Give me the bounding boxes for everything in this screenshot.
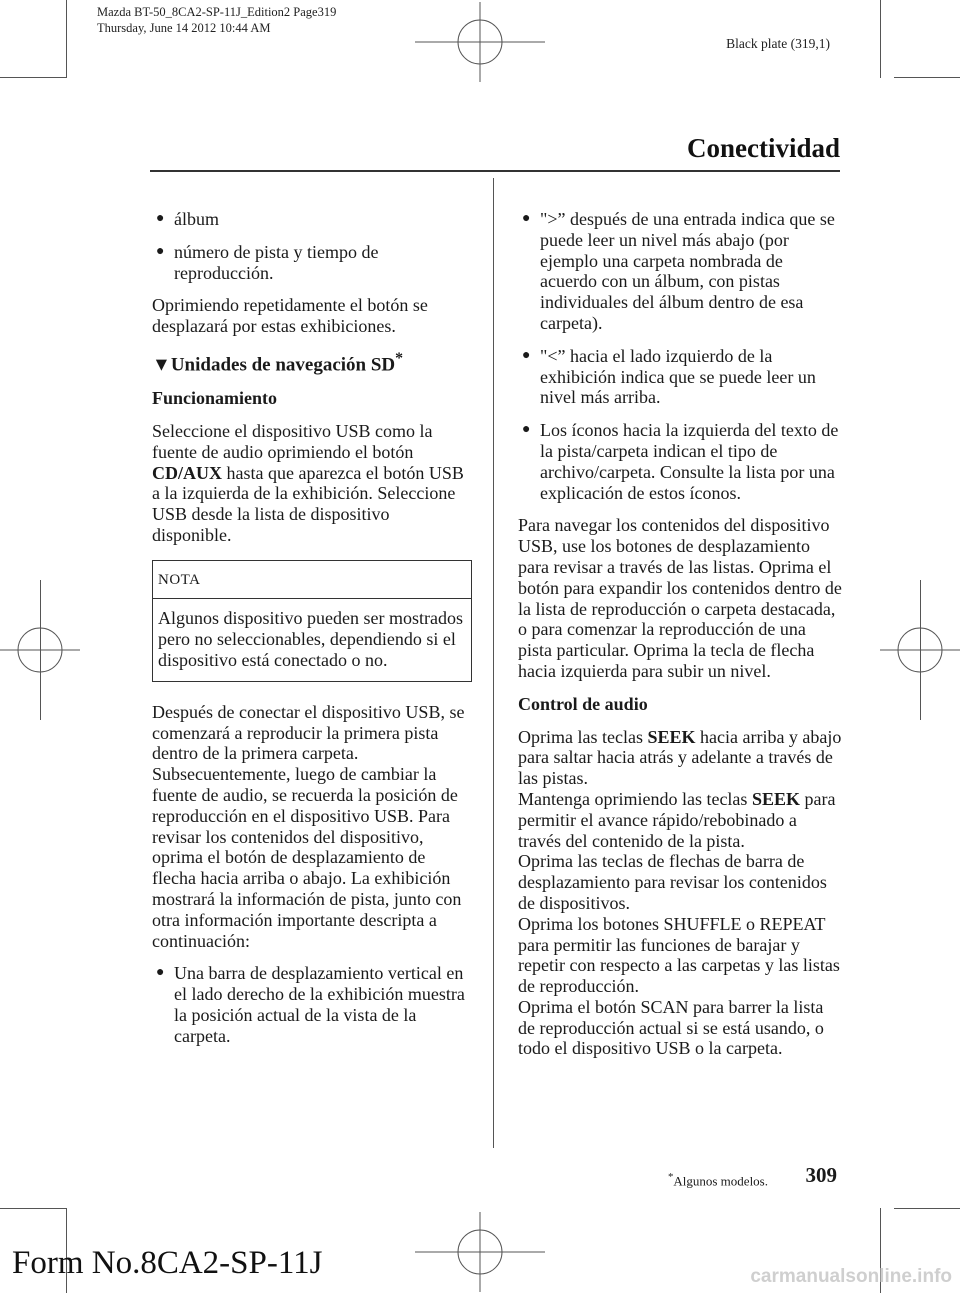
column-divider — [493, 178, 494, 1148]
footnote — [668, 1171, 768, 1189]
text-run: Mantenga oprimiendo las teclas — [518, 788, 752, 809]
bullet-icon: ● — [522, 422, 531, 438]
paragraph: Para navegar los contenidos del dispositivo USB, use los botones de desplazamiento para revisar a través de las listas. Oprima el botón para expandir los contenidos dentro de la lista de reproducción o carpeta destacada, o para comenzar la reproducción de una pista particular. Oprima la tecla de flecha hacia izquierda para subir un nivel. — [518, 515, 842, 681]
paragraph: Oprima el botón SCAN para barrer la lista de reproducción actual si se está usando, o todo el dispositivo USB o la carpeta. — [518, 996, 824, 1059]
paragraph: Oprima los botones SHUFFLE o REPEAT para permitir las funciones de barajar y repetir con respecto a las carpetas y las listas de reproducción. — [518, 913, 840, 997]
note-title: NOTA — [153, 561, 471, 600]
print-header-line1: Mazda BT-50_8CA2-SP-11J_Edition2 Page319 — [97, 5, 337, 19]
bullet-icon: ● — [522, 347, 531, 363]
text-run: Seleccione el dispositivo USB como la fuente de audio oprimiendo el botón — [152, 420, 433, 462]
list-item — [152, 963, 472, 1046]
list-item-text: ">” después de una entrada indica que se puede leer un nivel más abajo (por ejemplo una carpeta nombrada de acuerdo con un álbum, con pistas individuales del álbum dentro de esa carpeta). — [540, 209, 835, 333]
section-title: Conectividad — [686, 133, 840, 163]
list-item-text: número de pista y tiempo de reproducción. — [174, 241, 379, 283]
triangle-down-icon: ▼ — [152, 354, 171, 376]
print-header — [97, 4, 336, 36]
list-item-text: Una barra de desplazamiento vertical en el lado derecho de la exhibición muestra la posición actual de la vista de la carpeta. — [174, 963, 465, 1046]
print-header-line2: Thursday, June 14 2012 10:44 AM — [97, 21, 271, 35]
asterisk-icon: * — [395, 349, 404, 367]
crop-mark — [894, 77, 960, 78]
registration-mark-left — [0, 610, 80, 690]
section-heading — [152, 349, 472, 376]
list-item-text: "<” hacia el lado izquierdo de la exhibición indica que se puede leer un nivel más arriba. — [540, 345, 816, 408]
right-column — [518, 209, 842, 1059]
list-item — [518, 420, 842, 503]
registration-mark-right — [880, 610, 960, 690]
paragraph — [152, 421, 472, 546]
crop-mark — [0, 77, 66, 78]
crop-mark — [880, 0, 881, 78]
list-item-text: Los íconos hacia la izquierda del texto de la pista/carpeta indican el tipo de archivo/carpeta. Consulte la lista por una explicación de estos íconos. — [540, 420, 839, 503]
text-run: para permitir el avance rápido/rebobinado a través del contenido de la pista. — [518, 788, 836, 851]
seek-key-name: SEEK — [647, 726, 696, 747]
paragraph: Oprima las teclas de flechas de barra de desplazamiento para revisar los contenidos de dispositivos. — [518, 851, 827, 913]
crop-mark — [0, 1208, 66, 1209]
note-text: Algunos dispositivo pueden ser mostrados pero no seleccionables, dependiendo si el dispositivo está conectado o no. — [158, 608, 463, 671]
button-name: CD/AUX — [152, 462, 222, 483]
page-number: 309 — [805, 1163, 837, 1187]
crop-mark — [66, 0, 67, 78]
header-rule — [150, 170, 840, 172]
bullet-icon: ● — [156, 211, 165, 226]
heading-text: Unidades de navegación SD — [170, 354, 396, 376]
paragraph — [518, 789, 842, 851]
paragraph — [518, 727, 842, 789]
bullet-icon: ● — [156, 965, 165, 981]
list-item — [518, 346, 842, 408]
bullet-icon: ● — [156, 243, 165, 259]
registration-mark-top — [415, 2, 545, 82]
plate-label: Black plate (319,1) — [726, 36, 830, 51]
list-item — [152, 242, 472, 284]
form-number: Form No.8CA2-SP-11J — [12, 1245, 323, 1281]
list-item — [152, 209, 472, 230]
text-run: Oprima las teclas — [518, 726, 648, 747]
seek-key-name: SEEK — [751, 788, 800, 809]
text-run: hacia arriba y abajo para saltar hacia atrás y adelante a través de las pistas. — [518, 726, 842, 789]
subheading: Funcionamiento — [152, 388, 278, 409]
asterisk-icon: * — [667, 1171, 674, 1183]
note-box — [152, 560, 472, 682]
watermark: carmanualsonline.info — [750, 1266, 952, 1287]
paragraph: Después de conectar el dispositivo USB, se comenzará a reproducir la primera pista dentro de la primera carpeta. Subsecuentemente, luego de cambiar la fuente de audio, se recuerda la posición de reproducción en el dispositivo USB. Para revisar los contenidos del dispositivo, oprima el botón de desplazamiento de flecha hacia arriba o abajo. La exhibición mostrará la información de pista, junto con otra información importante descripta a continuación: — [152, 701, 465, 951]
bullet-icon: ● — [522, 211, 531, 226]
text-run: hasta que aparezca el botón USB a la izquierda de la exhibición. Seleccione USB desde la lista de dispositivo disponible. — [152, 462, 464, 545]
list-item-text: álbum — [174, 209, 219, 229]
subheading: Control de audio — [518, 693, 648, 714]
left-column — [152, 209, 472, 1059]
registration-mark-bottom — [415, 1212, 545, 1292]
paragraph: Oprimiendo repetidamente el botón se desplazará por estas exhibiciones. — [152, 295, 428, 337]
list-item — [518, 209, 842, 334]
crop-mark — [894, 1208, 960, 1209]
footnote-text: Algunos modelos. — [673, 1173, 768, 1189]
